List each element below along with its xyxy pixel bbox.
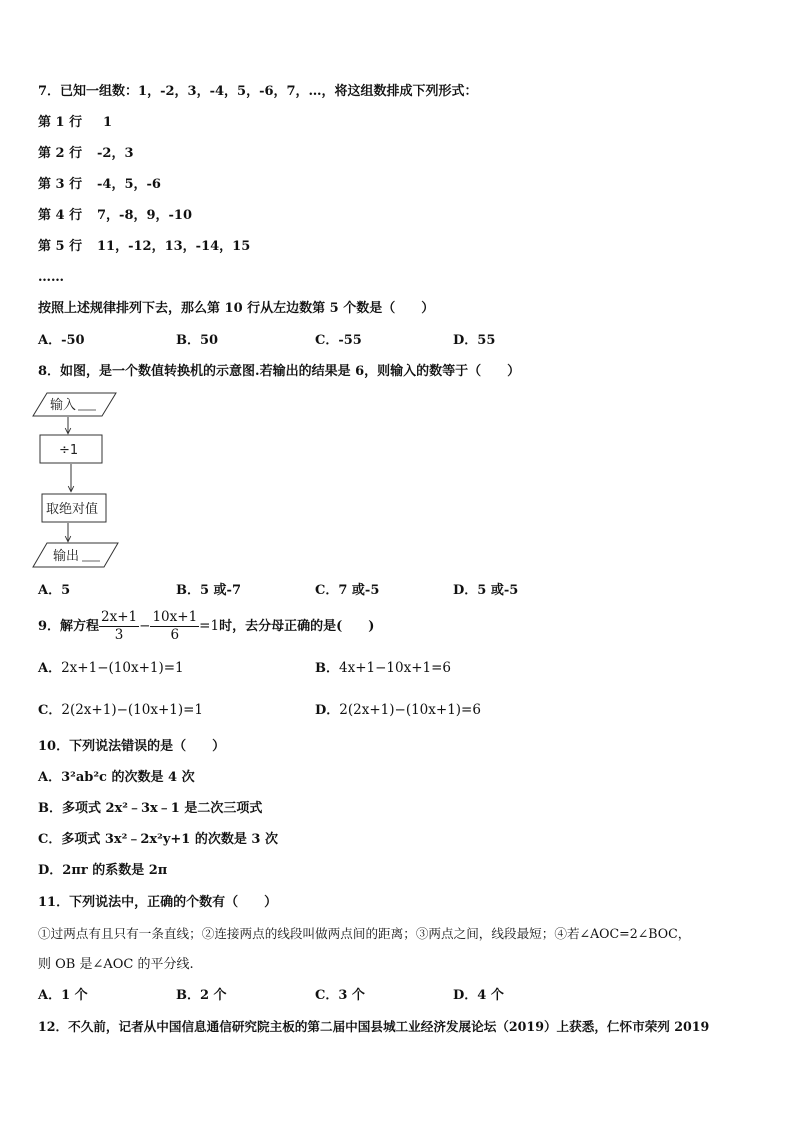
q9-option-a-letter: A． [38,661,62,676]
q7-row-2-label: 第 2 行 [38,146,83,161]
q9-frac1-numerator: 2x+1 [101,609,138,625]
q9-fraction-1 [99,609,139,644]
q7-option-a: A．-50 [38,333,85,348]
q9-option-d-expr: 2(2x+1)−(10x+1)=6 [339,702,481,718]
q9-fraction-2 [150,609,199,644]
q7-row-4-label: 第 4 行 [38,208,83,223]
q7-question: 按照上述规律排列下去，那么第 10 行从左边数第 5 个数是（ ） [38,301,435,316]
flow-step1-label: ÷1 [59,443,79,458]
q9-option-c-expr: 2(2x+1)−(10x+1)=1 [61,702,204,718]
q8-option-a: A．5 [38,583,71,598]
q11-option-b: B．2 个 [176,988,227,1003]
q8-flowchart [30,388,130,578]
q9-stem [38,606,374,647]
q9-option-a [38,660,184,677]
q9-option-d-letter: D． [315,703,340,718]
q9-option-b [315,660,451,677]
q9-option-a-expr: 2x+1−(10x+1)=1 [61,660,184,676]
q7-option-c: C．-55 [315,333,362,348]
flow-step2-label: 取绝对值 [46,502,99,517]
q11-option-c: C．3 个 [315,988,365,1003]
q11-stem: 11．下列说法中，正确的个数有（ ） [38,895,278,910]
q7-row-3-values: -4，5，-6 [97,177,161,192]
q10-option-b: B．多项式 2x²﹣3x﹣1 是二次三项式 [38,801,263,816]
q7-row-5-label: 第 5 行 [38,239,83,254]
q7-row-1-values: 1 [103,115,113,130]
q9-prefix: 9．解方程 [38,619,100,634]
q9-frac2-denominator: 6 [170,627,180,643]
q10-option-a: A．3²ab²c 的次数是 4 次 [38,770,195,785]
flow-output-label: 输出 [53,549,80,564]
q9-frac1-denominator: 3 [114,627,124,643]
q9-option-b-letter: B． [315,661,339,676]
q8-option-c: C．7 或-5 [315,583,380,598]
q8-option-d: D．5 或-5 [453,583,519,598]
q10-option-d: D．2πr 的系数是 2π [38,863,168,878]
q7-row-4-values: 7，-8，9，-10 [97,208,193,223]
q11-option-a: A．1 个 [38,988,88,1003]
flow-input-label: 输入 [50,398,77,413]
q11-statements-line-1: ①过两点有且只有一条直线；②连接两点的线段叫做两点间的距离；③两点之间，线段最短；④若∠AOC=2∠BOC， [38,926,691,941]
q9-suffix: 时，去分母正确的是( ) [219,619,375,634]
q10-stem: 10．下列说法错误的是（ ） [38,739,226,754]
q8-stem: 8．如图，是一个数值转换机的示意图.若输出的结果是 6，则输入的数等于（ ） [38,364,521,379]
q9-option-c [38,702,203,719]
q9-minus: − [139,618,151,634]
q7-row-5-values: 11，-12，13，-14，15 [97,239,251,254]
q11-option-d: D．4 个 [453,988,504,1003]
q12-stem: 12．不久前，记者从中国信息通信研究院主板的第二届中国县城工业经济发展论坛（2019）上获悉，仁怀市荣列 2019 [38,1019,710,1034]
q7-row-1-label: 第 1 行 [38,115,83,130]
q7-option-b: B．50 [176,333,219,348]
q7-ellipsis: …… [38,270,64,285]
q9-frac2-numerator: 10x+1 [152,609,198,625]
q9-rhs: =1 [199,618,220,634]
q9-option-d [315,702,481,719]
q7-stem: 7．已知一组数：1，-2，3，-4，5，-6，7，…，将这组数排成下列形式： [38,84,478,99]
q9-option-c-letter: C． [38,703,62,718]
q7-option-d: D．55 [453,333,496,348]
q9-option-b-expr: 4x+1−10x+1=6 [339,660,452,676]
q10-option-c: C．多项式 3x²﹣2x²y+1 的次数是 3 次 [38,832,278,847]
q7-row-2-values: -2，3 [97,146,134,161]
q7-row-3-label: 第 3 行 [38,177,83,192]
q11-statements-line-2: 则 OB 是∠AOC 的平分线. [38,957,194,972]
q8-option-b: B．5 或-7 [176,583,242,598]
